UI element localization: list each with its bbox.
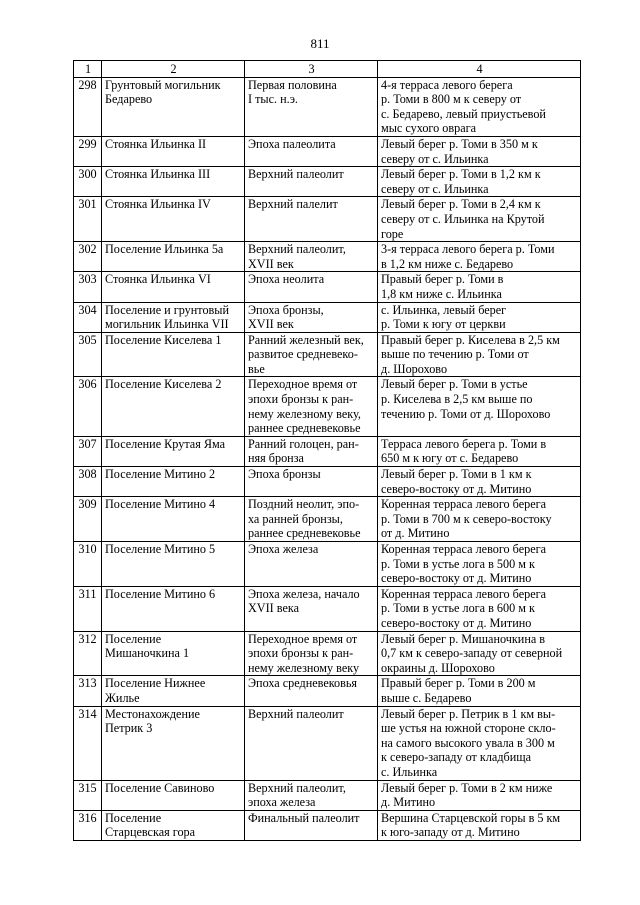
site-dating: Поздний неолит, эпо- ха ранней бронзы, раннее средневековье [245, 497, 378, 542]
table-row [74, 542, 581, 587]
table-row [74, 780, 581, 810]
site-dating: Переходное время от эпохи бронзы к ран- нему железному веку, раннее средневековье [245, 377, 378, 436]
heritage-sites-table [73, 60, 581, 841]
site-dating: Верхний палеолит [245, 706, 378, 780]
site-location: Левый берег р. Петрик в 1 км вы- ше устья на южной стороне скло- на самого высокого увала в 300 м к северо-западу от кладбища с. Ильинка [378, 706, 581, 780]
site-location: Коренная терраса левого берега р. Томи в устье лога в 500 м к северо-востоку от д. Митино [378, 542, 581, 587]
row-number: 309 [74, 497, 102, 542]
site-name: Стоянка Ильинка II [102, 136, 245, 166]
row-number: 301 [74, 197, 102, 242]
site-location: Левый берег р. Томи в 1 км к северо-востоку от д. Митино [378, 467, 581, 497]
table-row [74, 436, 581, 466]
table-row [74, 586, 581, 631]
site-dating: Ранний голоцен, ран- няя бронза [245, 436, 378, 466]
site-name: Поселение Старцевская гора [102, 810, 245, 840]
site-name: Поселение Мишаночкина 1 [102, 631, 245, 676]
table-row [74, 302, 581, 332]
row-number: 299 [74, 136, 102, 166]
site-name: Поселение Киселева 1 [102, 332, 245, 377]
column-header-number: 1 [74, 61, 102, 78]
site-dating: Эпоха бронзы [245, 467, 378, 497]
column-header-dating: 3 [245, 61, 378, 78]
table-header [74, 61, 581, 78]
row-number: 312 [74, 631, 102, 676]
site-dating: Верхний палелит [245, 197, 378, 242]
row-number: 315 [74, 780, 102, 810]
site-dating: Верхний палеолит, XVII век [245, 242, 378, 272]
site-location: Левый берег р. Томи в 350 м к северу от с. Ильинка [378, 136, 581, 166]
table-row [74, 706, 581, 780]
table-row [74, 167, 581, 197]
site-location: с. Ильинка, левый берег р. Томи к югу от церкви [378, 302, 581, 332]
site-location: Левый берег р. Томи в 1,2 км к северу от с. Ильинка [378, 167, 581, 197]
table-row [74, 467, 581, 497]
site-name: Поселение Митино 6 [102, 586, 245, 631]
row-number: 308 [74, 467, 102, 497]
site-dating: Переходное время от эпохи бронзы к ран- нему железному веку [245, 631, 378, 676]
table-row [74, 810, 581, 840]
row-number: 310 [74, 542, 102, 587]
site-location: Вершина Старцевской горы в 5 км к юго-западу от д. Митино [378, 810, 581, 840]
site-name: Поселение Митино 2 [102, 467, 245, 497]
table-row [74, 136, 581, 166]
site-location: Терраса левого берега р. Томи в 650 м к югу от с. Бедарево [378, 436, 581, 466]
row-number: 303 [74, 272, 102, 302]
row-number: 302 [74, 242, 102, 272]
site-dating: Первая половина I тыс. н.э. [245, 77, 378, 136]
table-body [74, 77, 581, 840]
row-number: 311 [74, 586, 102, 631]
site-dating: Эпоха неолита [245, 272, 378, 302]
site-dating: Эпоха средневековья [245, 676, 378, 706]
site-dating: Верхний палеолит, эпоха железа [245, 780, 378, 810]
site-dating: Верхний палеолит [245, 167, 378, 197]
table-header-row [74, 61, 581, 78]
site-name: Стоянка Ильинка VI [102, 272, 245, 302]
row-number: 304 [74, 302, 102, 332]
site-name: Поселение и грунтовый могильник Ильинка VII [102, 302, 245, 332]
site-name: Местонахождение Петрик 3 [102, 706, 245, 780]
site-name: Поселение Нижнее Жилье [102, 676, 245, 706]
site-name: Поселение Крутая Яма [102, 436, 245, 466]
row-number: 314 [74, 706, 102, 780]
row-number: 316 [74, 810, 102, 840]
table-row [74, 631, 581, 676]
row-number: 300 [74, 167, 102, 197]
page-number: 811 [310, 36, 330, 51]
site-location: Левый берег р. Томи в устье р. Киселева в 2,5 км выше по течению р. Томи от д. Шорохово [378, 377, 581, 436]
site-dating: Эпоха палеолита [245, 136, 378, 166]
site-location: Левый берег р. Мишаночкина в 0,7 км к северо-западу от северной окраины д. Шорохово [378, 631, 581, 676]
site-location: Коренная терраса левого берега р. Томи в устье лога в 600 м к северо-востоку от д. Митино [378, 586, 581, 631]
column-header-location: 4 [378, 61, 581, 78]
site-name: Поселение Митино 5 [102, 542, 245, 587]
site-location: Правый берег р. Томи в 1,8 км ниже с. Ильинка [378, 272, 581, 302]
row-number: 305 [74, 332, 102, 377]
table-row [74, 197, 581, 242]
site-name: Поселение Киселева 2 [102, 377, 245, 436]
site-dating: Эпоха железа [245, 542, 378, 587]
site-dating: Эпоха бронзы, XVII век [245, 302, 378, 332]
site-location: 3-я терраса левого берега р. Томи в 1,2 км ниже с. Бедарево [378, 242, 581, 272]
site-dating: Эпоха железа, начало XVII века [245, 586, 378, 631]
row-number: 298 [74, 77, 102, 136]
site-name: Поселение Митино 4 [102, 497, 245, 542]
table-row [74, 497, 581, 542]
site-name: Стоянка Ильинка III [102, 167, 245, 197]
site-name: Стоянка Ильинка IV [102, 197, 245, 242]
site-name: Грунтовый могильник Бедарево [102, 77, 245, 136]
site-dating: Финальный палеолит [245, 810, 378, 840]
table-row [74, 77, 581, 136]
site-name: Поселение Савиново [102, 780, 245, 810]
table-row [74, 272, 581, 302]
site-location: Левый берег р. Томи в 2,4 км к северу от с. Ильинка на Крутой горе [378, 197, 581, 242]
site-location: Правый берег р. Томи в 200 м выше с. Бедарево [378, 676, 581, 706]
site-location: 4-я терраса левого берега р. Томи в 800 м к северу от с. Бедарево, левый приустьевой мыс сухого оврага [378, 77, 581, 136]
site-dating: Ранний железный век, развитое средневеко- вье [245, 332, 378, 377]
table-row [74, 676, 581, 706]
column-header-name: 2 [102, 61, 245, 78]
site-name: Поселение Ильинка 5а [102, 242, 245, 272]
row-number: 307 [74, 436, 102, 466]
site-location: Правый берег р. Киселева в 2,5 км выше по течению р. Томи от д. Шорохово [378, 332, 581, 377]
row-number: 306 [74, 377, 102, 436]
site-location: Коренная терраса левого берега р. Томи в 700 м к северо-востоку от д. Митино [378, 497, 581, 542]
table-row [74, 242, 581, 272]
table-row [74, 332, 581, 377]
site-location: Левый берег р. Томи в 2 км ниже д. Митино [378, 780, 581, 810]
table-row [74, 377, 581, 436]
row-number: 313 [74, 676, 102, 706]
